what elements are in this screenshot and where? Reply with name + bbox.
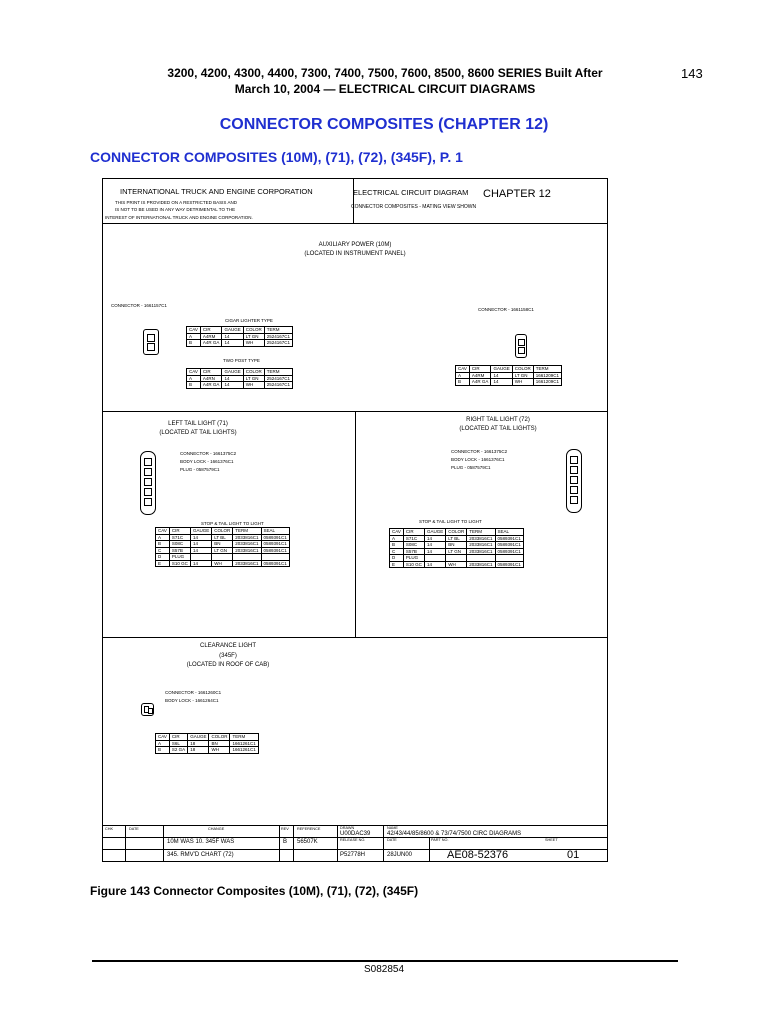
clearance-title-3: (LOCATED IN ROOF OF CAB) <box>186 662 270 668</box>
left-tail-title-2: (LOCATED AT TAIL LIGHTS) <box>159 430 237 436</box>
two-post-label: TWO POST TYPE <box>223 358 260 363</box>
aux-connector-right-icon <box>515 334 527 358</box>
tb-reference: 56507K <box>297 839 318 845</box>
clearance-title-1: CLEARANCE LIGHT <box>199 643 256 649</box>
right-tail-table-label: STOP & TAIL LIGHT TO LIGHT <box>419 519 482 524</box>
tb-header-name: NAME <box>387 826 398 830</box>
aux-connector-left: CONNECTOR - 1661157C1 <box>111 303 167 308</box>
tb-header-sheet: SHEET <box>545 838 558 842</box>
tb-header-drawn: DRAWN <box>340 826 355 830</box>
clearance-connector-icon <box>141 703 154 716</box>
left-tail-connector-icon <box>140 451 156 515</box>
tb-part-no: AE08-52376 <box>447 849 509 861</box>
page-number: 143 <box>681 66 703 81</box>
chapter-label: CHAPTER 12 <box>483 188 551 200</box>
clearance-body-lock: BODY LOCK - 1661264C1 <box>165 698 219 703</box>
circuit-diagram-sheet <box>102 178 608 862</box>
left-tail-body-lock: BODY LOCK - 1661376C1 <box>180 459 234 464</box>
clearance-title-2: (345F) <box>219 653 237 659</box>
footer-code: S082854 <box>363 964 405 975</box>
footer-divider <box>92 960 678 962</box>
tb-header-chk: CHK <box>105 827 114 831</box>
chapter-title: CONNECTOR COMPOSITES (CHAPTER 12) <box>219 116 549 133</box>
tb-header-change: CHANGE <box>208 827 225 831</box>
tb-name: 42/43/44/85/8600 & 73/74/7500 CIRC DIAGRAMS <box>387 831 522 837</box>
cigar-lighter-label: CIGAR LIGHTER TYPE <box>225 318 273 323</box>
aux-right-table: CAV CIR GAUGE COLOR TERM A A4RM 14 LT GN 1661209C1 B A4R GA 14 WH 1661209C1 <box>455 365 562 386</box>
tb-header-reference: REFERENCE <box>297 827 321 831</box>
tb-header-release: RELEASE NO. <box>340 838 366 842</box>
aux-title-2: (LOCATED IN INSTRUMENT PANEL) <box>304 251 406 257</box>
tb-drawn: U00DAC39 <box>340 831 371 837</box>
left-tail-table: CAV CIR GAUGE COLOR TERM SEAL A S71C 14 LT BL 2033816C1 0589391C1 B S08C 14 BN 2033816C1 0589391C1 C S57B 14 LT GN 2033816C1 0589391C1 D PLUG E S10 GC 14 WH 2033816C1 0589391C1 <box>155 527 290 567</box>
clearance-table: CAV CIR GAUGE COLOR TERM A S6L 18 BN 1661261C1 B S2 GA 18 WH 1661261C1 <box>155 733 259 754</box>
header-line-2: March 10, 2004 — ELECTRICAL CIRCUIT DIAGRAMS <box>234 82 536 96</box>
right-tail-title-2: (LOCATED AT TAIL LIGHTS) <box>459 426 537 432</box>
section-title: CONNECTOR COMPOSITES (10M), (71), (72), (345F), P. 1 <box>90 149 463 165</box>
tb-change-2: 345. RMV'D CHART (72) <box>167 852 234 858</box>
right-tail-table: CAV CIR GAUGE COLOR TERM SEAL A S71C 14 LT BL 2033816C1 0589391C1 B S08C 14 BN 2033816C1 0589391C1 C S57B 14 LT GN 2033816C1 0589391C1 D PLUG E S10 GC 14 WH 2033816C1 0589391C1 <box>389 528 524 568</box>
aux-title-1: AUXILIARY POWER (10M) <box>318 242 392 248</box>
restricted-line-1: THIS PRINT IS PROVIDED ON A RESTRICTED BASIS AND <box>115 200 237 205</box>
company-name: INTERNATIONAL TRUCK AND ENGINE CORPORATION <box>120 187 313 196</box>
left-tail-title-1: LEFT TAIL LIGHT (71) <box>168 421 228 427</box>
tb-header-rev: REV <box>281 827 289 831</box>
figure-caption: Figure 143 Connector Composites (10M), (71), (72), (345F) <box>90 884 419 898</box>
tb-sheet-no: 01 <box>567 849 580 861</box>
right-tail-connector-icon <box>566 449 582 513</box>
tb-header-date: DATE <box>129 827 139 831</box>
diagram-label: ELECTRICAL CIRCUIT DIAGRAM <box>353 188 469 197</box>
two-post-table: CAV CIR GAUGE COLOR TERM A A4RN 14 LT GN 2524167C1 B A4R GA 14 WH 2524167C1 <box>186 368 293 389</box>
tb-date: 28JUN00 <box>387 852 413 858</box>
cigar-lighter-table: CAV CIR GAUGE COLOR TERM A A4RM 14 LT GN 2524167C1 B A4R GA 14 WH 2524167C1 <box>186 326 293 347</box>
left-tail-connector: CONNECTOR - 1661375C2 <box>180 451 237 456</box>
right-tail-connector: CONNECTOR - 1661375C2 <box>451 449 508 454</box>
aux-connector-right: CONNECTOR - 1661158C1 <box>478 307 534 312</box>
tb-header-partno: PART NO. <box>431 838 449 842</box>
tb-rev: B <box>283 839 288 845</box>
clearance-connector: CONNECTOR - 1661260C1 <box>165 690 222 695</box>
tb-change-1: 10M WAS 10. 345F WAS <box>167 839 235 845</box>
left-tail-plug: PLUG - 0587579C1 <box>180 467 220 472</box>
restricted-line-3: INTEREST OF INTERNATIONAL TRUCK AND ENGINE CORPORATION. <box>105 215 253 220</box>
aux-connector-left-icon <box>143 329 159 355</box>
header-line-1: 3200, 4200, 4300, 4400, 7300, 7400, 7500, 7600, 8500, 8600 SERIES Built After <box>167 66 603 80</box>
right-tail-body-lock: BODY LOCK - 1661376C1 <box>451 457 505 462</box>
left-tail-table-label: STOP & TAIL LIGHT TO LIGHT <box>201 521 264 526</box>
right-tail-title-1: RIGHT TAIL LIGHT (72) <box>466 417 530 423</box>
right-tail-plug: PLUG - 0587579C1 <box>451 465 491 470</box>
tb-release: P52778H <box>340 852 366 858</box>
restricted-line-2: IS NOT TO BE USED IN ANY WAY DETRIMENTAL TO THE <box>115 207 236 212</box>
tb-header-date2: DATE <box>387 838 397 842</box>
sheet-subtitle: CONNECTOR COMPOSITES - MATING VIEW SHOWN <box>351 204 477 210</box>
